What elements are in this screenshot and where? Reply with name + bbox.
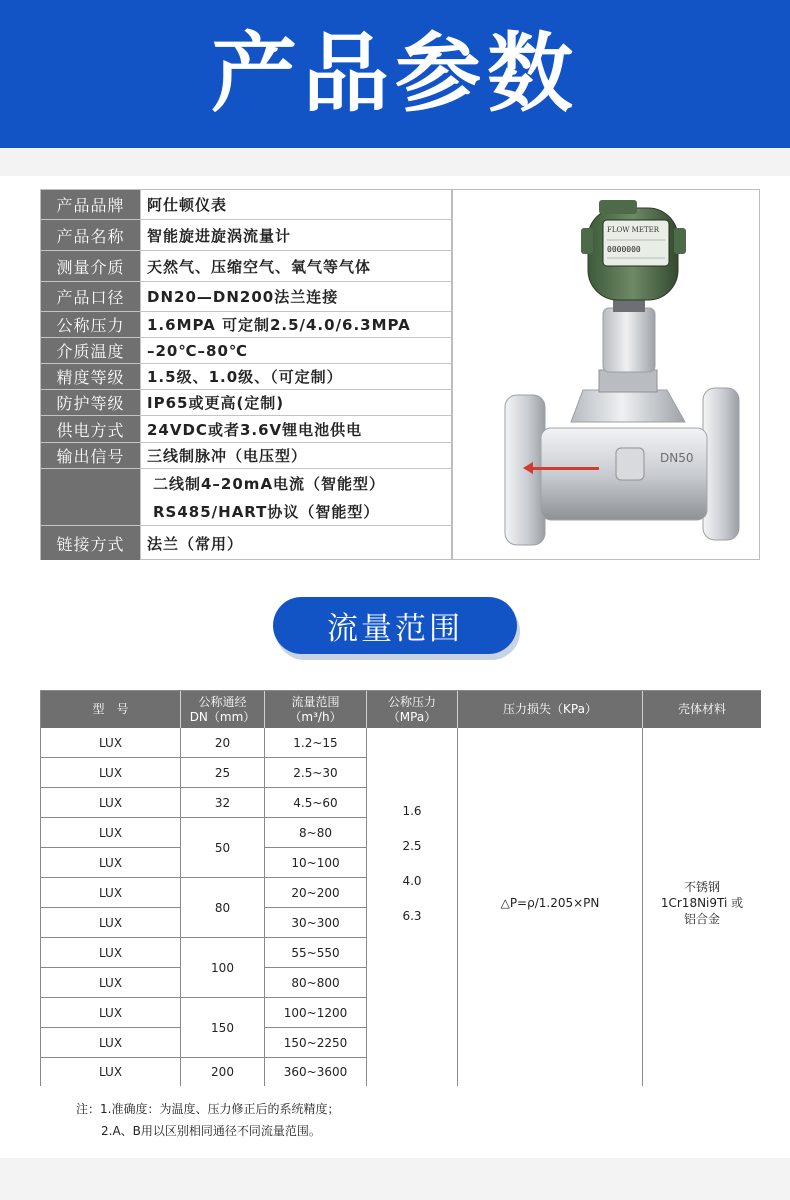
cell-model: LUX [41, 1028, 181, 1058]
cell-model: LUX [41, 758, 181, 788]
spec-row-extra [41, 469, 451, 526]
cell-range: 150~2250 [265, 1028, 367, 1058]
header-model: 型 号 [41, 691, 181, 728]
spec-label: 介质温度 [41, 338, 141, 363]
cell-loss: △P=ρ/1.205×PN [458, 728, 643, 1086]
spec-label: 公称压力 [41, 312, 141, 337]
cell-dn: 200 [181, 1058, 265, 1086]
material-line: 1Cr18Ni9Ti 或 [660, 896, 744, 910]
spec-row [41, 220, 451, 251]
pressure-value: 2.5 [402, 838, 422, 853]
spec-value: DN20—DN200法兰连接 [147, 288, 339, 306]
spec-value: 1.5级、1.0级、（可定制） [147, 368, 343, 386]
cell-dn: 150 [181, 998, 265, 1058]
spec-label: 精度等级 [41, 364, 141, 389]
note-line-1: 注：1.准确度：为温度、压力修正后的系统精度； [76, 1102, 340, 1116]
spec-label: 供电方式 [41, 416, 141, 442]
spec-label-empty [41, 469, 141, 525]
spec-value: 1.6MPA 可定制2.5/4.0/6.3MPA [147, 316, 411, 334]
spec-value: 二线制4–20mA电流（智能型） [153, 474, 386, 493]
cell-range: 20~200 [265, 878, 367, 908]
cell-model: LUX [41, 968, 181, 998]
cell-model: LUX [41, 998, 181, 1028]
cell-dn: 32 [181, 788, 265, 818]
cell-dn: 100 [181, 938, 265, 998]
section-title: 流量范围 [273, 597, 517, 654]
cell-dn: 50 [181, 818, 265, 878]
spec-row [41, 416, 451, 443]
cell-range: 80~800 [265, 968, 367, 998]
spec-row [41, 251, 451, 282]
spec-row [41, 282, 451, 312]
cell-range: 4.5~60 [265, 788, 367, 818]
body-mark-label: DN50 [660, 451, 694, 465]
header-range: 流量范围 （m³/h） [265, 691, 367, 728]
material-line: 不锈钢 [683, 880, 720, 894]
cell-dn: 20 [181, 728, 265, 758]
spec-row [41, 338, 451, 364]
flow-arrow-icon [529, 467, 599, 470]
spec-value: 24VDC或者3.6V锂电池供电 [147, 420, 363, 439]
footer-strip [0, 1158, 790, 1200]
spec-row [41, 312, 451, 338]
cell-model: LUX [41, 878, 181, 908]
header-pressure: 公称压力 （MPa） [367, 691, 458, 728]
spec-label: 防护等级 [41, 390, 141, 415]
flow-range-table [40, 690, 761, 1086]
spec-row [41, 526, 451, 560]
spec-value: 阿仕顿仪表 [147, 196, 228, 214]
spec-value: IP65或更高(定制) [147, 394, 285, 412]
cell-range: 10~100 [265, 848, 367, 878]
cell-range: 2.5~30 [265, 758, 367, 788]
header-loss: 压力损失（KPa） [458, 691, 643, 728]
spec-label: 产品品牌 [41, 190, 141, 219]
pressure-value: 6.3 [402, 908, 422, 923]
spec-label: 输出信号 [41, 443, 141, 468]
spec-table [40, 189, 452, 560]
cell-model: LUX [41, 728, 181, 758]
pressure-value: 1.6 [402, 803, 422, 818]
flow-meter-image [453, 190, 759, 559]
spec-value: 天然气、压缩空气、氧气等气体 [147, 257, 372, 276]
meter-face-label: FLOW METER [607, 226, 659, 234]
spec-value: RS485/HART协议（智能型） [153, 502, 380, 521]
pressure-value: 4.0 [402, 873, 422, 888]
cell-range: 55~550 [265, 938, 367, 968]
cell-model: LUX [41, 818, 181, 848]
cell-model: LUX [41, 848, 181, 878]
spec-row [41, 390, 451, 416]
material-line: 铝合金 [683, 912, 720, 926]
spec-value: 法兰（常用） [147, 534, 244, 553]
cell-model: LUX [41, 908, 181, 938]
cell-model: LUX [41, 938, 181, 968]
header-material: 壳体材料 [643, 691, 761, 728]
product-image-frame [452, 189, 760, 560]
cell-dn: 80 [181, 878, 265, 938]
cell-range: 100~1200 [265, 998, 367, 1028]
cell-material [643, 728, 761, 1086]
cell-range: 360~3600 [265, 1058, 367, 1086]
spec-label: 产品口径 [41, 282, 141, 311]
cell-range: 1.2~15 [265, 728, 367, 758]
spec-row [41, 364, 451, 390]
spec-value: 智能旋进旋涡流量计 [147, 226, 292, 245]
page-title: 产品参数 [211, 24, 579, 124]
spec-value: –20℃–80℃ [147, 341, 249, 360]
spec-row [41, 190, 451, 220]
cell-dn: 25 [181, 758, 265, 788]
spec-value: 三线制脉冲（电压型） [147, 447, 308, 465]
header-dn: 公称通经 DN（mm） [181, 691, 265, 728]
cell-pressure [367, 728, 458, 1086]
note-line-2: 2.A、B用以区别相同通径不同流量范围。 [101, 1124, 321, 1138]
meter-reading: 0000000 [607, 245, 641, 254]
spec-row [41, 443, 451, 469]
cell-model: LUX [41, 788, 181, 818]
spec-label: 链接方式 [41, 526, 141, 560]
spec-label: 测量介质 [41, 251, 141, 281]
spec-label: 产品名称 [41, 220, 141, 250]
cell-range: 30~300 [265, 908, 367, 938]
cell-model: LUX [41, 1058, 181, 1086]
divider-strip [0, 148, 790, 176]
cell-range: 8~80 [265, 818, 367, 848]
